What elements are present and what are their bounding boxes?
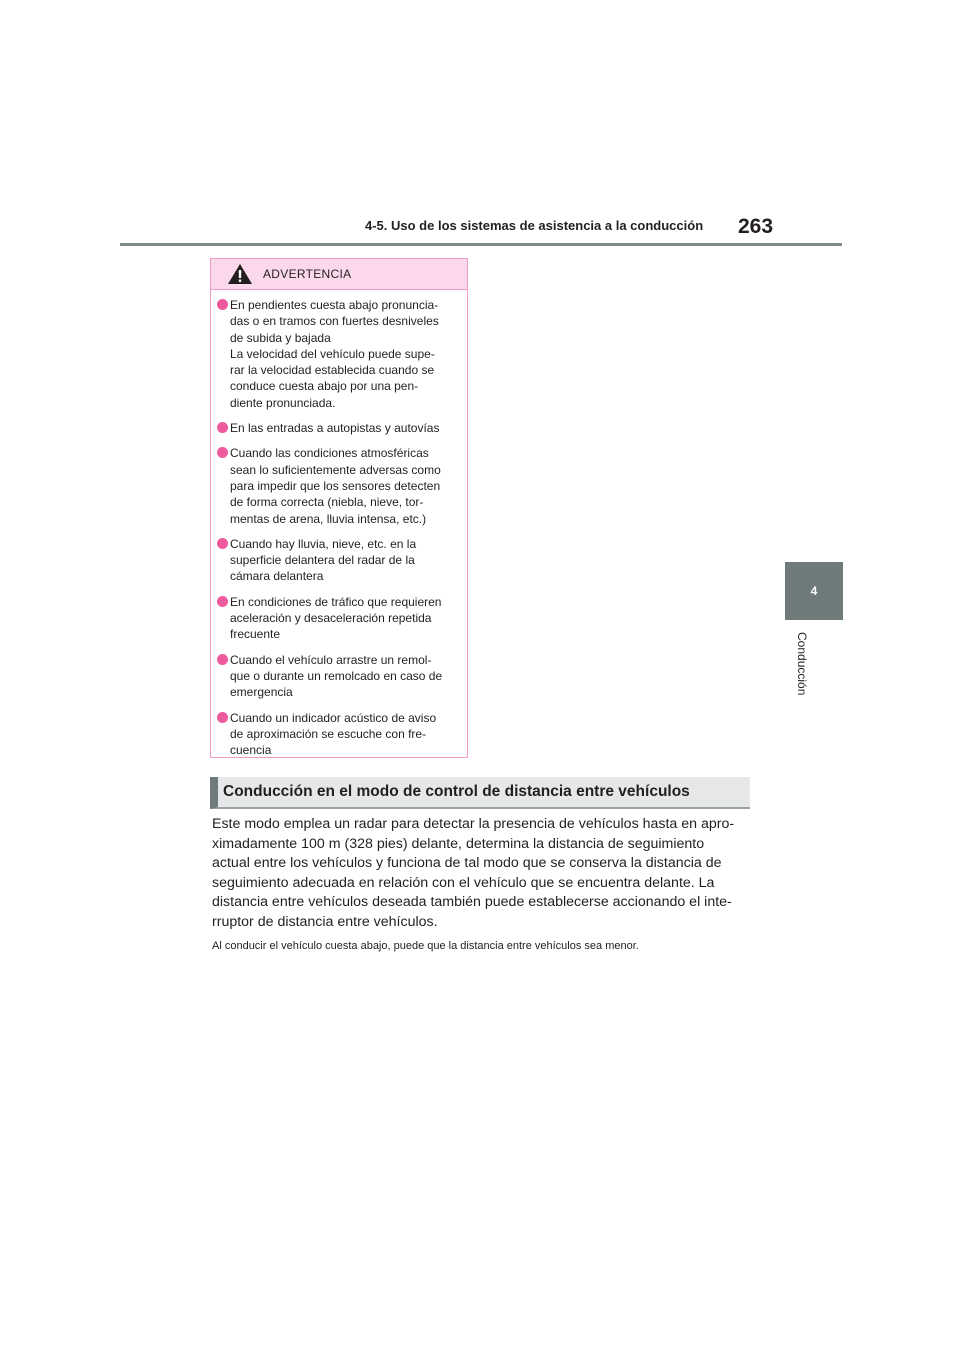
body-paragraph: Este modo emplea un radar para detectar la presencia de vehículos hasta en apro- ximadamente 100 m (328 pies) delante, determina la distancia de seguimiento actual entre los vehículos y funciona de tal modo que se conserva la distancia de seguimiento adecuada en relación con el vehículo que se encuentra delante. La distancia entre vehículos deseada también puede establecerse accionando el inte- rruptor de distancia entre vehículos. — [212, 816, 735, 930]
list-item: Cuando las condiciones atmosféricas sean lo suficientemente adversas como para impedir que los sensores detecten de forma correcta (niebla, nieve, tor- mentas de arena, lluvia intensa, etc.) — [217, 445, 459, 526]
list-item: En las entradas a autopistas y autovías — [217, 420, 459, 436]
warning-box — [210, 258, 468, 758]
list-item: Cuando un indicador acústico de aviso de aproximación se escuche con fre- cuencia — [217, 710, 459, 759]
warning-triangle-icon — [227, 263, 253, 285]
header-divider — [120, 243, 842, 246]
bullet-icon — [217, 447, 228, 458]
chapter-label: Conducción — [795, 632, 809, 696]
bullet-icon — [217, 654, 228, 665]
warning-title: ADVERTENCIA — [263, 267, 352, 281]
warning-list — [211, 290, 467, 758]
page-number: 263 — [738, 215, 774, 238]
note-text: Al conducir el vehículo cuesta abajo, puede que la distancia entre vehículos sea menor. — [212, 940, 639, 952]
bullet-icon — [217, 422, 228, 433]
chapter-tab — [785, 562, 843, 620]
bullet-icon — [217, 299, 228, 310]
list-item: Cuando hay lluvia, nieve, etc. en la superficie delantera del radar de la cámara delantera — [217, 536, 459, 585]
section-heading-text: Conducción en el modo de control de distancia entre vehículos — [223, 783, 690, 800]
warning-header — [211, 259, 467, 290]
list-item: Cuando el vehículo arrastre un remol- que o durante un remolcado en caso de emergencia — [217, 652, 459, 701]
list-item: En condiciones de tráfico que requieren aceleración y desaceleración repetida frecuente — [217, 594, 459, 643]
list-item: En pendientes cuesta abajo pronuncia- das o en tramos con fuertes desniveles de subida y bajada La velocidad del vehículo puede supe- rar la velocidad establecida cuando se conduce cuesta abajo por una pen- diente pronunciada. — [217, 297, 459, 411]
bullet-icon — [217, 596, 228, 607]
bullet-icon — [217, 712, 228, 723]
section-title: 4-5. Uso de los sistemas de asistencia a la conducción — [365, 218, 704, 233]
bullet-icon — [217, 538, 228, 549]
chapter-number: 4 — [810, 584, 818, 598]
section-heading — [210, 777, 750, 809]
